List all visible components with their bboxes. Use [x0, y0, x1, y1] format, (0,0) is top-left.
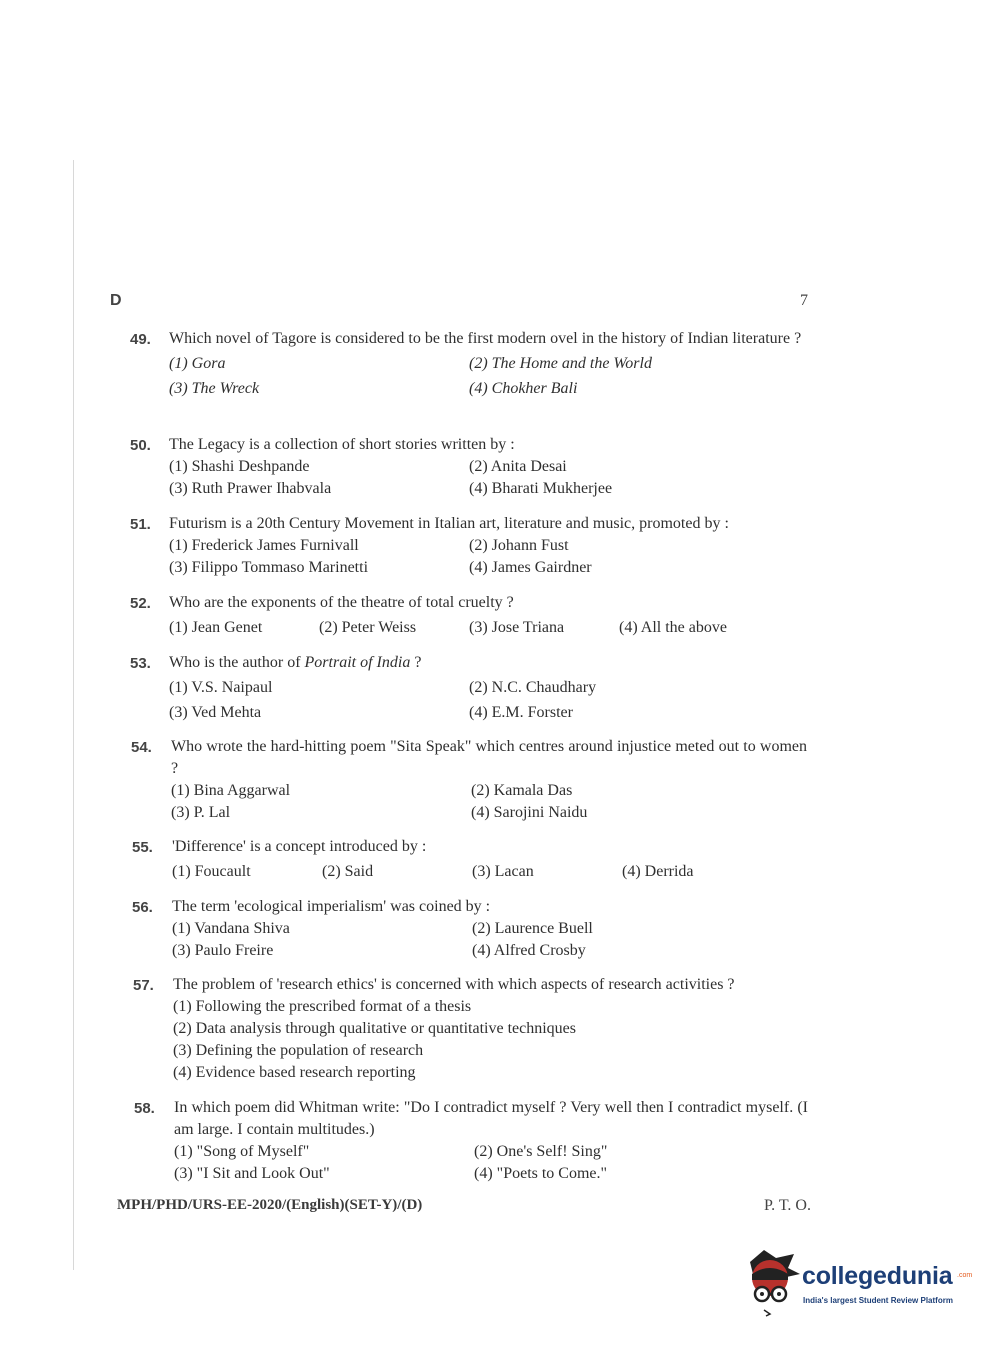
question-text: 'Difference' is a concept introduced by : — [172, 838, 427, 855]
option-3: (3) "I Sit and Look Out" — [174, 1165, 330, 1182]
option-1: (1) Shashi Deshpande — [169, 458, 310, 475]
option-4: (4) James Gairdner — [469, 559, 592, 576]
option-2: (2) The Home and the World — [469, 355, 652, 372]
question-text: Futurism is a 20th Century Movement in Italian art, literature and music, promoted by : — [169, 515, 729, 532]
question-text — [169, 652, 810, 674]
option-1: (1) Vandana Shiva — [172, 920, 290, 937]
option-2: (2) One's Self! Sing" — [474, 1143, 608, 1160]
question-number: 54. — [131, 739, 152, 756]
question-number: 49. — [130, 331, 151, 348]
question-number: 51. — [130, 516, 151, 533]
question-56 — [132, 896, 812, 962]
option-4: (4) "Poets to Come." — [474, 1165, 608, 1182]
paper-code: MPH/PHD/URS-EE-2020/(English)(SET-Y)/(D) — [117, 1197, 423, 1213]
option-1: (1) Gora — [169, 355, 226, 372]
mascot-icon — [742, 1248, 804, 1318]
please-turn-over: P. T. O. — [764, 1197, 811, 1214]
question-49 — [130, 328, 810, 400]
option-4: (4) Alfred Crosby — [472, 942, 586, 959]
question-text: In which poem did Whitman write: "Do I contradict myself ? Very well then I contradict myself. (I am large. I contain multitudes.) — [174, 1099, 808, 1138]
question-text-prefix: Who is the author of — [169, 654, 305, 671]
question-text: Who are the exponents of the theatre of total cruelty ? — [169, 594, 514, 611]
page-edge-line — [73, 160, 74, 1270]
option-4: (4) Derrida — [622, 863, 694, 880]
option-4: (4) Evidence based research reporting — [173, 1064, 416, 1081]
question-57 — [133, 974, 813, 1084]
option-2: (2) Kamala Das — [471, 782, 573, 799]
option-4: (4) All the above — [619, 619, 727, 636]
question-52 — [130, 592, 810, 639]
question-number: 58. — [134, 1100, 155, 1117]
question-number: 55. — [132, 839, 153, 856]
option-4: (4) E.M. Forster — [469, 704, 573, 721]
option-3: (3) Paulo Freire — [172, 942, 274, 959]
collegedunia-logo — [742, 1248, 972, 1318]
option-2: (2) Laurence Buell — [472, 920, 593, 937]
question-number: 57. — [133, 977, 154, 994]
option-1: (1) Following the prescribed format of a thesis — [173, 998, 472, 1015]
set-letter: D — [110, 292, 122, 309]
option-1: (1) "Song of Myself" — [174, 1143, 310, 1160]
option-2: (2) Anita Desai — [469, 458, 567, 475]
question-text: The term 'ecological imperialism' was coined by : — [172, 898, 491, 915]
question-text: The problem of 'research ethics' is concerned with which aspects of research activities ? — [173, 976, 735, 993]
option-4: (4) Chokher Bali — [469, 380, 578, 397]
option-3: (3) Defining the population of research — [173, 1042, 424, 1059]
option-3: (3) Ved Mehta — [169, 704, 262, 721]
option-2: (2) Johann Fust — [469, 537, 569, 554]
brand-suffix: .com — [957, 1272, 973, 1279]
option-3: (3) Lacan — [472, 863, 534, 880]
question-number: 56. — [132, 899, 153, 916]
option-3: (3) Jose Triana — [469, 619, 565, 636]
option-3: (3) Filippo Tommaso Marinetti — [169, 559, 369, 576]
option-2: (2) Said — [322, 863, 374, 880]
question-text: The Legacy is a collection of short stories written by : — [169, 436, 515, 453]
question-number: 50. — [130, 437, 151, 454]
question-number: 52. — [130, 595, 151, 612]
option-2: (2) Peter Weiss — [319, 619, 417, 636]
option-1: (1) Jean Genet — [169, 619, 263, 636]
question-51 — [130, 513, 810, 579]
option-1: (1) V.S. Naipaul — [169, 679, 273, 696]
question-55 — [132, 836, 812, 883]
question-text: Which novel of Tagore is considered to be the first modern ovel in the history of Indian literature ? — [169, 330, 802, 347]
page-number: 7 — [800, 292, 808, 309]
option-2: (2) N.C. Chaudhary — [469, 679, 597, 696]
question-number: 53. — [130, 655, 151, 672]
question-50 — [130, 434, 810, 500]
question-58 — [134, 1097, 814, 1185]
brand-name: collegedunia — [802, 1262, 953, 1290]
option-1: (1) Foucault — [172, 863, 251, 880]
option-1: (1) Bina Aggarwal — [171, 782, 291, 799]
question-text-suffix: ? — [410, 654, 422, 671]
question-54 — [131, 736, 811, 824]
option-4: (4) Bharati Mukherjee — [469, 480, 613, 497]
option-3: (3) P. Lal — [171, 804, 231, 821]
book-title: Portrait of India — [304, 654, 411, 671]
option-4: (4) Sarojini Naidu — [471, 804, 588, 821]
option-3: (3) Ruth Prawer Ihabvala — [169, 480, 332, 497]
option-2: (2) Data analysis through qualitative or quantitative techniques — [173, 1020, 576, 1037]
option-3: (3) The Wreck — [169, 380, 260, 397]
question-53 — [130, 652, 810, 724]
option-1: (1) Frederick James Furnivall — [169, 537, 359, 554]
brand-tagline: India's largest Student Review Platform — [803, 1296, 953, 1305]
question-text: Who wrote the hard-hitting poem "Sita Speak" which centres around injustice meted out to women ? — [171, 738, 807, 777]
